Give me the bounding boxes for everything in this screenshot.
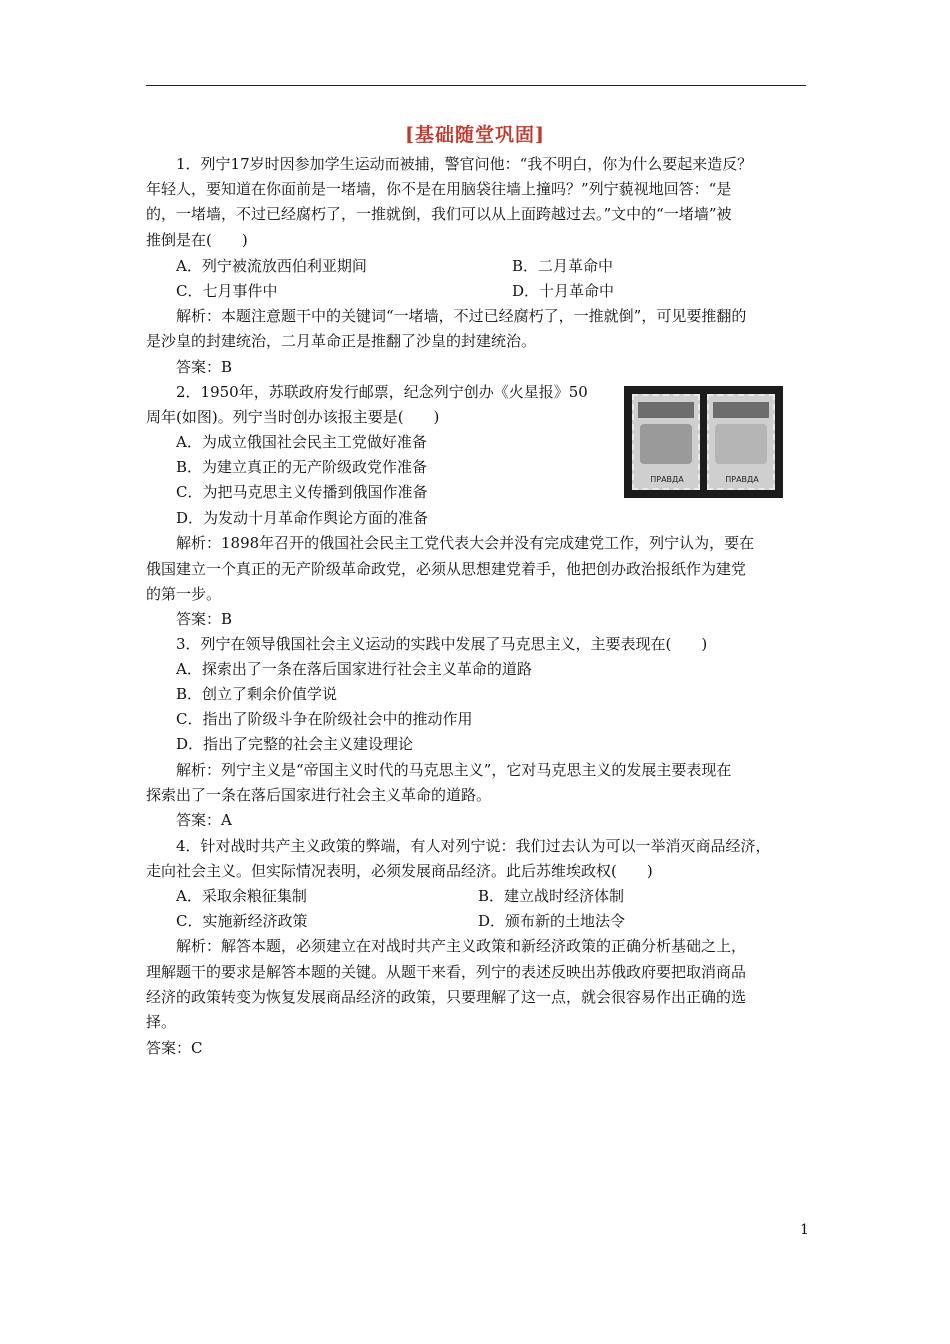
stamp-right: ПРАВДА [707, 394, 775, 490]
text-line: 推倒是在( ) [146, 231, 248, 249]
header-rule [146, 85, 806, 86]
analysis-line: 经济的政策转变为恢复发展商品经济的政策，只要理解了这一点，就会很容易作出正确的选 [146, 988, 747, 1006]
answer: 答案：B [176, 610, 233, 628]
option-d: D．为发动十月革命作舆论方面的准备 [176, 509, 429, 527]
option-d: D．指出了完整的社会主义建设理论 [176, 735, 414, 753]
text-line: 周年(如图)。列宁当时创办该报主要是( ) [146, 408, 440, 426]
page-number: 1 [800, 1222, 809, 1238]
answer: 答案：C [146, 1039, 203, 1057]
analysis-line: 解析：1898年召开的俄国社会民主工党代表大会并没有完成建党工作，列宁认为，要在 [176, 534, 755, 552]
option-a: A．探索出了一条在落后国家进行社会主义革命的道路 [176, 660, 532, 678]
text-line: 4．针对战时共产主义政策的弊端，有人对列宁说：我们过去认为可以一举消灭商品经济， [176, 837, 771, 855]
option-b: B．建立战时经济体制 [478, 887, 625, 905]
option-b: B．二月革命中 [512, 257, 614, 275]
option-b: B．为建立真正的无产阶级政党作准备 [176, 458, 428, 476]
option-a: A．列宁被流放西伯利亚期间 [176, 257, 367, 275]
text-line: 3．列宁在领导俄国社会主义运动的实践中发展了马克思主义，主要表现在( ) [176, 635, 708, 653]
text-line: 2．1950年，苏联政府发行邮票，纪念列宁创办《火星报》50 [176, 383, 588, 401]
text-line: 走向社会主义。但实际情况表明，必须发展商品经济。此后苏维埃政权( ) [146, 862, 653, 880]
answer: 答案：A [176, 811, 232, 829]
option-c: C．为把马克思主义传播到俄国作准备 [176, 483, 428, 501]
analysis-line: 理解题干的要求是解答本题的关键。从题干来看，列宁的表述反映出苏俄政府要把取消商品 [146, 963, 747, 981]
analysis-line: 择。 [146, 1013, 177, 1031]
option-c: C．七月事件中 [176, 282, 278, 300]
option-c: C．实施新经济政策 [176, 912, 308, 930]
analysis-line: 的第一步。 [146, 585, 222, 603]
option-d: D．十月革命中 [512, 282, 615, 300]
option-a: A．为成立俄国社会民主工党做好准备 [176, 433, 427, 451]
option-a: A．采取余粮征集制 [176, 887, 307, 905]
analysis-line: 解析：本题注意题干中的关键词“一堵墙，不过已经腐朽了，一推就倒”，可见要推翻的 [176, 307, 747, 325]
stamps-image [624, 386, 783, 498]
analysis-line: 探索出了一条在落后国家进行社会主义革命的道路。 [146, 786, 492, 804]
option-d: D．颁布新的土地法令 [478, 912, 626, 930]
option-c: C．指出了阶级斗争在阶级社会中的推动作用 [176, 710, 473, 728]
text-line: 年轻人，要知道在你面前是一堵墙，你不是在用脑袋往墙上撞吗？”列宁藐视地回答：“是 [146, 180, 732, 198]
text-line: 1．列宁17岁时因参加学生运动而被捕，警官问他：“我不明白，你为什么要起来造反？ [176, 155, 753, 173]
analysis-line: 俄国建立一个真正的无产阶级革命政党，必须从思想建党着手，他把创办政治报纸作为建党 [146, 560, 747, 578]
section-title: [基础随堂巩固] [405, 124, 545, 146]
analysis-line: 解析：解答本题，必须建立在对战时共产主义政策和新经济政策的正确分析基础之上， [176, 937, 747, 955]
analysis-line: 解析：列宁主义是“帝国主义时代的马克思主义”，它对马克思主义的发展主要表现在 [176, 761, 732, 779]
stamp-left: ПРАВДА [632, 394, 700, 490]
text-line: 的，一堵墙，不过已经腐朽了，一推就倒，我们可以从上面跨越过去。”文中的“一堵墙”被 [146, 205, 732, 223]
analysis-line: 是沙皇的封建统治，二月革命正是推翻了沙皇的封建统治。 [146, 332, 537, 350]
option-b: B．创立了剩余价值学说 [176, 685, 338, 703]
answer: 答案：B [176, 358, 233, 376]
